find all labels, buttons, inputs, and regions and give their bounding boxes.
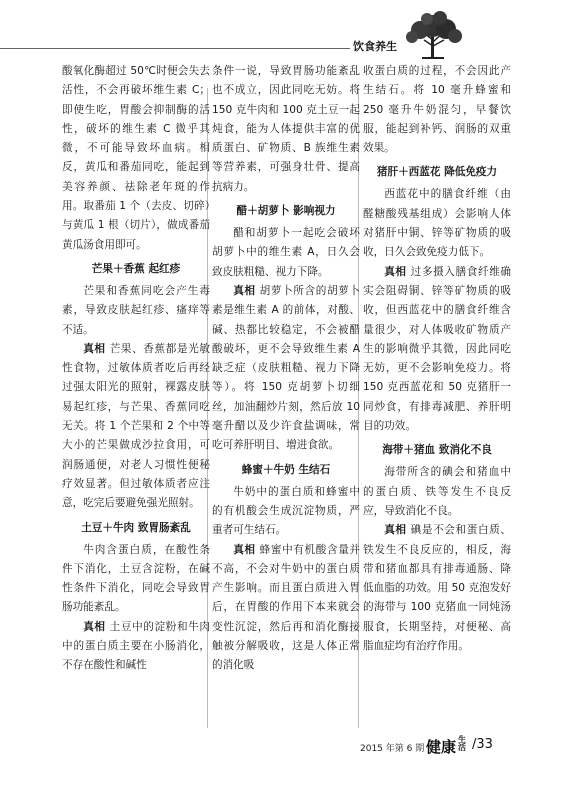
paragraph-text: 碘是不会和蛋白质、铁发生不良反应的，相反，海带和猪血都具有排毒通肠、降低血脂的功效。用 50 克泡发好的海带与 100 克猪血一同炖汤服食，长期坚持，对便秘、高脂血症均有治疗作用。: [363, 524, 511, 653]
paragraph: [62, 282, 210, 340]
paragraph-text: 芒果、香蕉都是光敏性食物，过敏体质者吃后再经过强太阳光的照射，裸露皮肤易起红疹，与芒果、香蕉同吃无关。将 1 个芒果和 2 个中等大小的芒果做成沙拉食用，可润肠通便，对老人习惯性便秘疗效显著。但过敏体质者应注意，吃完后要避免强光照射。: [62, 342, 210, 510]
truth-lead: 真相: [384, 265, 407, 278]
paragraph: [363, 463, 511, 521]
page-footer: [360, 736, 520, 756]
truth-lead: 真相: [384, 524, 407, 537]
paragraph: [62, 340, 210, 514]
text-column-3: [363, 62, 511, 656]
paragraph: [363, 263, 511, 437]
paragraph-text: 过多摄入膳食纤维确实会阻碍铜、锌等矿物质的吸收，但西蓝花中的膳食纤维含量很少，对人体吸收矿物质产生的影响微乎其微，因此同吃无妨，更不会影响免疫力。将 150 克西蓝花和 50 克猪肝一同炒食，有排毒减肥、养肝明目的功效。: [363, 265, 511, 433]
subheading: 醋＋胡萝卜 影响视力: [236, 205, 336, 218]
subheading: 蜂蜜＋牛奶 生结石: [241, 463, 331, 476]
paragraph: [363, 62, 511, 158]
paragraph-text: 醋和胡萝卜一起吃会破坏胡萝卜中的维生素 A，日久会致皮肤粗糙、视力下降。: [212, 227, 360, 278]
header-rule: [0, 48, 350, 49]
page-number: /33: [472, 737, 493, 752]
paragraph-text: 牛奶中的蛋白质和蜂蜜中的有机酸会生成沉淀物质，严重者可生结石。: [212, 485, 360, 537]
paragraph: [363, 185, 511, 262]
section-title: 饮食养生: [353, 40, 397, 53]
truth-lead: 真相: [233, 543, 256, 556]
page-header: [0, 0, 565, 60]
paragraph-text: 土豆中的淀粉和牛肉中的蛋白质主要在小肠消化，不存在酸性和碱性: [62, 620, 210, 672]
paragraph-text: 条件一说，导致胃肠功能紊乱也不成立，因此同吃无妨。将 150 克牛肉和 100 克土豆一起炖食，能为人体提供丰富的优质蛋白、矿物质、B 族维生素等营养素，可强身壮骨、提高抗病力。: [212, 65, 360, 193]
subheading: 芒果＋香蕉 起红疹: [91, 262, 181, 275]
truth-lead: 真相: [233, 284, 256, 297]
paragraph-text: 蜂蜜中有机酸含量并不高，不会对牛奶中的蛋白质产生影响。而且蛋白质进入胃后，在胃酸的作用下本来就会变性沉淀，然后再和消化酶接触被分解吸收，这是人体正常的消化吸: [212, 543, 360, 672]
paragraph-text: 收蛋白质的过程，不会因此产生结石。将 10 毫升蜂蜜和 250 毫升牛奶混匀，早餐饮服，能起到补钙、润肠的双重效果。: [363, 65, 511, 155]
subheading: 土豆＋牛肉 致胃肠紊乱: [81, 521, 191, 534]
magazine-logo: 健康: [426, 738, 457, 756]
paragraph-text: 酸氧化酶超过 50℃时便会失去活性，不会再破坏维生素 C；即使生吃，胃酸会抑制酶的活性，破坏的维生素 C 微乎其微，不可能导致坏血病。相反，黄瓜和番茄同吃，能起到美容养颜、祛除老年斑的作用。取番茄 1 个（去皮、切碎）与黄瓜 1 根（切片），做成番茄黄瓜汤食用即可。: [62, 65, 210, 251]
paragraph: [212, 62, 360, 197]
truth-lead: 真相: [83, 342, 106, 355]
paragraph-text: 胡萝卜所含的胡萝卜素是维生素 A 的前体，对酸、碱、热都比较稳定，不会被醋酸破坏，更不会导致维生素 A 缺乏症（皮肤粗糙、视力下降等）。将 150 克胡萝卜切细丝，加油翻炒片刻，然后放 10 毫升醋以及少许食盐调味，常吃可养肝明目、增进食欲。: [212, 284, 360, 452]
paragraph: [212, 483, 360, 541]
tree-icon: [398, 10, 468, 62]
paragraph: [212, 541, 360, 676]
paragraph: [62, 62, 210, 255]
paragraph: [363, 521, 511, 656]
subheading: 海带＋猪血 致消化不良: [382, 444, 492, 457]
paragraph: [212, 224, 360, 282]
paragraph-text: 海带所含的碘会和猪血中的蛋白质、铁等发生不良反应，导致消化不良。: [363, 466, 511, 517]
paragraph-text: 西蓝花中的膳食纤维（由醛糖酸残基组成）会影响人体对猪肝中铜、锌等矿物质的吸收，日久会致免疫力低下。: [363, 188, 511, 259]
text-column-2: [212, 62, 360, 676]
paragraph: [62, 541, 210, 618]
paragraph: [212, 282, 360, 456]
paragraph: [62, 618, 210, 676]
issue-label: 2015 年第 6 期: [360, 744, 425, 754]
magazine-logo-sub: 生活: [458, 735, 466, 752]
paragraph-text: 芒果和香蕉同吃会产生毒素，导致皮肤起红疹、瘙痒等不适。: [62, 284, 210, 336]
text-column-1: [62, 62, 210, 676]
truth-lead: 真相: [83, 620, 106, 633]
paragraph-text: 牛肉含蛋白质，在酸性条件下消化，土豆含淀粉，在碱性条件下消化，同吃会导致胃肠功能紊乱。: [62, 543, 210, 614]
subheading: 猪肝＋西蓝花 降低免疫力: [376, 166, 498, 179]
